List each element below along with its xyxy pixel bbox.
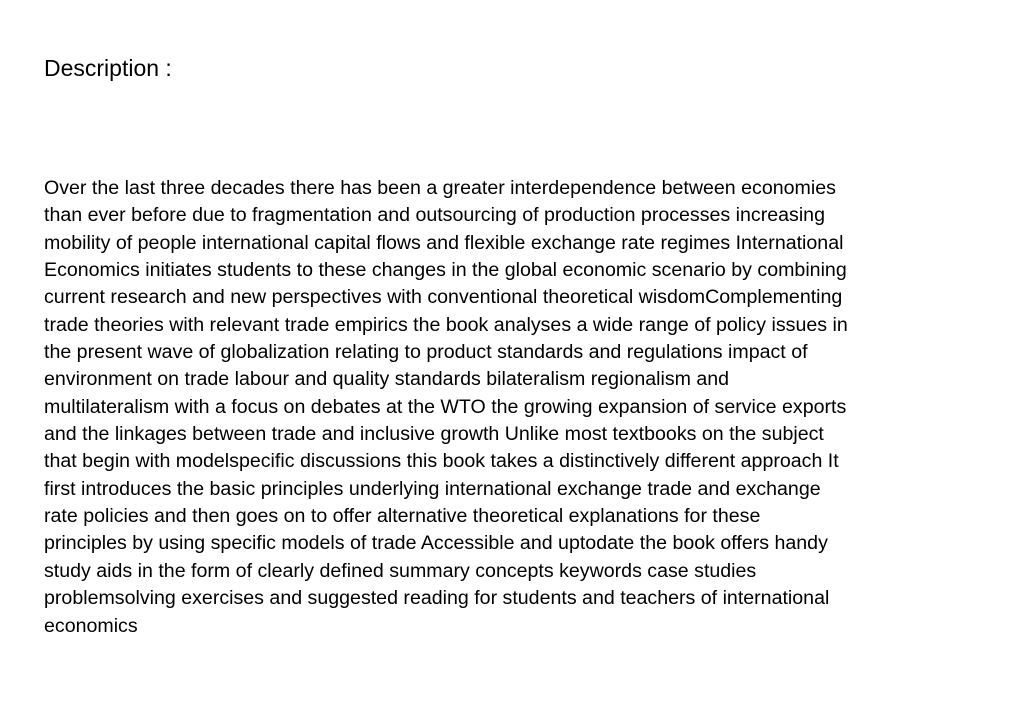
description-line: first introduces the basic principles underlying international exchange trade and exchange (44, 477, 821, 500)
page-heading: Description : (44, 55, 172, 81)
description-line: problemsolving exercises and suggested reading for students and teachers of international (44, 587, 830, 610)
description-line: than ever before due to fragmentation and outsourcing of production processes increasing (44, 204, 825, 227)
description-line: Economics initiates students to these changes in the global economic scenario by combining (44, 259, 847, 282)
description-text (44, 175, 994, 640)
description-line: principles by using specific models of trade Accessible and uptodate the book offers handy (44, 532, 828, 555)
description-line: environment on trade labour and quality standards bilateralism regionalism and (44, 368, 730, 391)
description-line: that begin with modelspecific discussions this book takes a distinctively different approach It (44, 450, 839, 473)
description-line: multilateralism with a focus on debates at the WTO the growing expansion of service exports (44, 395, 847, 418)
description-line: mobility of people international capital flows and flexible exchange rate regimes International (44, 231, 844, 254)
description-line: the present wave of globalization relating to product standards and regulations impact of (44, 341, 808, 364)
description-line: current research and new perspectives with conventional theoretical wisdomComplementing (44, 286, 843, 309)
description-line: trade theories with relevant trade empirics the book analyses a wide range of policy issues in (44, 313, 848, 336)
description-line: study aids in the form of clearly defined summary concepts keywords case studies (44, 559, 757, 582)
description-line: Over the last three decades there has been a greater interdependence between economies (44, 177, 836, 199)
description-line: economics (44, 614, 138, 637)
description-line: rate policies and then goes on to offer alternative theoretical explanations for these (44, 505, 761, 528)
description-line: and the linkages between trade and inclusive growth Unlike most textbooks on the subject (44, 423, 824, 446)
